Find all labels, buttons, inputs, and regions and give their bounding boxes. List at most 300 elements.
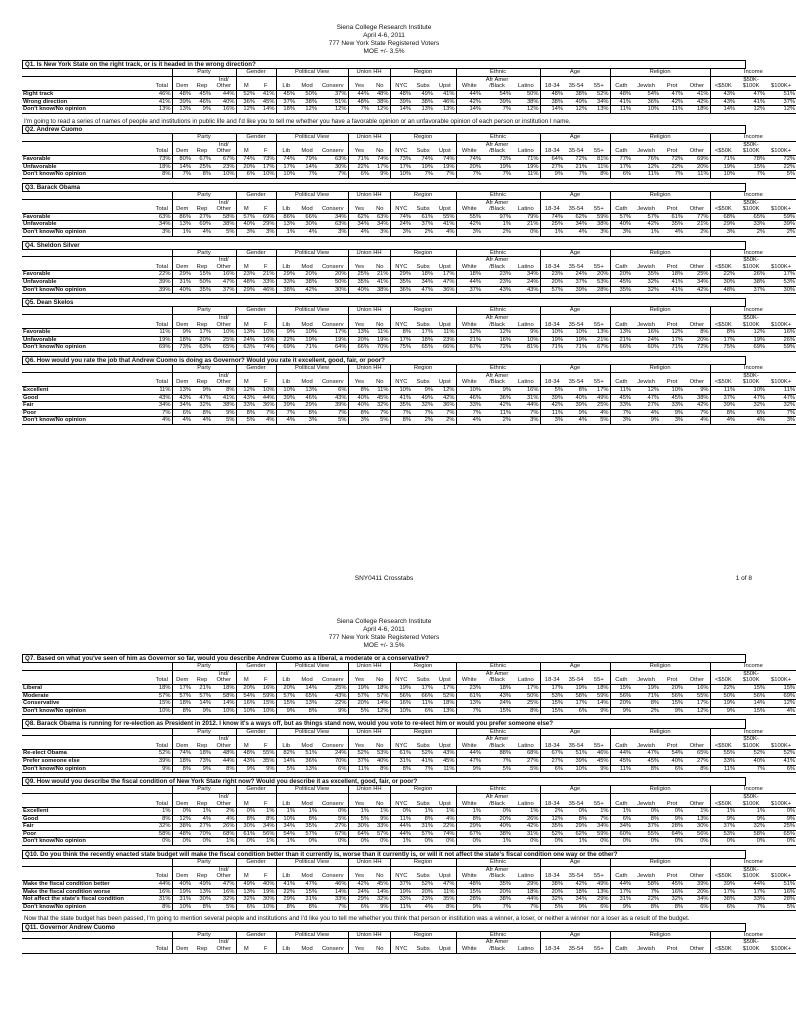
row-label: Fair bbox=[22, 823, 152, 831]
table-cell: 26% bbox=[736, 271, 766, 279]
column-subheader-top bbox=[370, 866, 390, 873]
column-group-header: Gender bbox=[236, 859, 276, 866]
column-subheader: Subs bbox=[412, 148, 434, 155]
column-subheader-top bbox=[684, 199, 710, 206]
column-group-header: Political View bbox=[276, 134, 348, 141]
table-cell: 9% bbox=[172, 329, 192, 337]
table-cell: 14% bbox=[172, 163, 192, 171]
table-cell: 38% bbox=[540, 98, 564, 106]
table-cell: 56% bbox=[684, 830, 710, 838]
column-group-header: Region bbox=[390, 729, 456, 736]
column-subheader: Cath bbox=[610, 946, 632, 953]
table-cell: 26% bbox=[512, 815, 540, 823]
table-cell: 7% bbox=[736, 765, 766, 773]
column-subheader-top bbox=[152, 257, 172, 264]
table-cell: 12% bbox=[660, 329, 684, 337]
table-cell: 8% bbox=[172, 765, 192, 773]
table-cell: 43% bbox=[482, 286, 512, 294]
table-cell: 52% bbox=[236, 90, 256, 98]
table-cell: 12% bbox=[296, 106, 318, 114]
column-subheader: White bbox=[456, 148, 482, 155]
column-subheader: Yes bbox=[348, 946, 370, 953]
subheader-top-row bbox=[22, 315, 796, 322]
column-subheader: Other bbox=[212, 264, 236, 271]
table-cell: 14% bbox=[276, 757, 296, 765]
table-cell: 0% bbox=[152, 838, 172, 846]
column-subheader-top bbox=[390, 76, 412, 83]
table-cell: 6% bbox=[236, 171, 256, 179]
column-subheader-top bbox=[710, 141, 736, 148]
table-cell: 23% bbox=[482, 271, 512, 279]
column-subheader-top bbox=[152, 141, 172, 148]
table-cell: 20% bbox=[540, 888, 564, 896]
column-group-header: Ethnic bbox=[456, 729, 540, 736]
survey-dates: April 4-6, 2011 bbox=[363, 32, 405, 39]
table-cell: 28% bbox=[660, 823, 684, 831]
table-row bbox=[22, 750, 796, 758]
column-subheader: 55+ bbox=[588, 264, 610, 271]
row-label: Good bbox=[22, 394, 152, 402]
table-cell: 32% bbox=[412, 402, 434, 410]
table-cell: 81% bbox=[512, 344, 540, 352]
table-cell: 17% bbox=[610, 888, 632, 896]
table-cell: 3% bbox=[370, 228, 390, 236]
column-group-header: Gender bbox=[236, 663, 276, 670]
table-cell: 1% bbox=[192, 808, 212, 816]
question-text: Q11. Governor Andrew Cuomo bbox=[22, 923, 746, 932]
table-cell: 18% bbox=[152, 684, 172, 692]
table-cell: 27% bbox=[632, 402, 660, 410]
table-cell: 39% bbox=[766, 221, 796, 229]
table-cell: 52% bbox=[152, 750, 172, 758]
table-cell: 40% bbox=[736, 757, 766, 765]
column-subheader: $100K+ bbox=[766, 946, 796, 953]
question-block bbox=[22, 654, 796, 715]
column-subheader: Conserv bbox=[318, 148, 348, 155]
question-block bbox=[22, 183, 796, 237]
column-subheader-top bbox=[172, 141, 192, 148]
table-cell: 15% bbox=[482, 707, 512, 715]
table-cell: 42% bbox=[434, 394, 456, 402]
table-cell: 22% bbox=[710, 684, 736, 692]
column-subheader: Other bbox=[684, 801, 710, 808]
table-cell: 31% bbox=[610, 896, 632, 904]
column-subheader-top bbox=[236, 199, 256, 206]
table-cell: 44% bbox=[736, 881, 766, 889]
table-cell: 44% bbox=[212, 90, 236, 98]
table-cell: 48% bbox=[172, 830, 192, 838]
table-cell: 20% bbox=[610, 271, 632, 279]
column-subheader-top bbox=[22, 76, 152, 83]
column-subheader: Other bbox=[684, 677, 710, 684]
table-cell: 5% bbox=[588, 417, 610, 425]
column-subheader-top bbox=[512, 141, 540, 148]
table-cell: 49% bbox=[236, 881, 256, 889]
subheader-top-row bbox=[22, 141, 796, 148]
table-cell: 0% bbox=[318, 838, 348, 846]
table-cell: 1% bbox=[172, 228, 192, 236]
group-header-row bbox=[22, 69, 796, 76]
table-cell: 56% bbox=[660, 692, 684, 700]
column-subheader-top bbox=[710, 793, 736, 800]
table-cell: 7% bbox=[412, 409, 434, 417]
table-cell: 38% bbox=[710, 896, 736, 904]
column-subheader-top bbox=[710, 866, 736, 873]
column-group-header: Gender bbox=[236, 192, 276, 199]
table-cell: 11% bbox=[660, 106, 684, 114]
column-subheader: Dem bbox=[172, 264, 192, 271]
column-group-header: Age bbox=[540, 932, 610, 939]
subheader-top-row bbox=[22, 939, 796, 946]
crosstab-table bbox=[22, 729, 796, 774]
table-cell: 23% bbox=[540, 271, 564, 279]
table-cell: 30% bbox=[348, 823, 370, 831]
column-subheader: Latino bbox=[512, 264, 540, 271]
column-subheader: Other bbox=[212, 743, 236, 750]
column-subheader: Conserv bbox=[318, 677, 348, 684]
column-group-header: Region bbox=[390, 192, 456, 199]
table-cell: 5% bbox=[276, 765, 296, 773]
table-cell: 21% bbox=[610, 336, 632, 344]
column-group-header: Income bbox=[710, 192, 796, 199]
row-label: Don't know/No opinion bbox=[22, 171, 152, 179]
table-cell: 34% bbox=[588, 98, 610, 106]
table-cell: 4% bbox=[348, 228, 370, 236]
table-cell: 54% bbox=[276, 830, 296, 838]
table-cell: 39% bbox=[684, 881, 710, 889]
table-cell: 34% bbox=[152, 221, 172, 229]
table-cell: 44% bbox=[456, 90, 482, 98]
column-subheader-top bbox=[610, 939, 632, 946]
table-cell: 45% bbox=[276, 90, 296, 98]
table-cell: 72% bbox=[684, 344, 710, 352]
table-cell: 63% bbox=[318, 221, 348, 229]
table-cell: 3% bbox=[540, 417, 564, 425]
column-subheader-top bbox=[236, 76, 256, 83]
column-subheader-top: $50K- bbox=[743, 793, 759, 800]
table-cell: 52% bbox=[412, 881, 434, 889]
table-row bbox=[22, 417, 796, 425]
column-subheader: 18-34 bbox=[540, 801, 564, 808]
column-group-header: Gender bbox=[236, 932, 276, 939]
column-subheader: 18-34 bbox=[540, 206, 564, 213]
column-subheader-top bbox=[276, 736, 296, 743]
column-subheader bbox=[22, 148, 152, 155]
table-cell: 8% bbox=[564, 387, 588, 395]
section-intro: I'm going to read a series of names of people and institutions in public life and I'd like you to tell me whether you have a favorable opinion or an unfavorable opinion of each person or institution I name. bbox=[24, 117, 571, 125]
table-cell: 24% bbox=[632, 336, 660, 344]
column-group-header bbox=[22, 729, 152, 736]
table-row bbox=[22, 106, 796, 114]
column-subheader-top: Afr Amer bbox=[485, 793, 509, 800]
column-group-header: Income bbox=[710, 859, 796, 866]
table-cell: 8% bbox=[296, 409, 318, 417]
table-cell: 40% bbox=[236, 221, 256, 229]
table-cell: 29% bbox=[512, 881, 540, 889]
table-cell: 16% bbox=[390, 700, 412, 708]
table-cell: 46% bbox=[434, 98, 456, 106]
column-subheader-top bbox=[564, 939, 588, 946]
table-cell: 18% bbox=[152, 163, 172, 171]
group-header-row bbox=[22, 307, 796, 314]
column-subheader: White bbox=[456, 743, 482, 750]
table-cell: 13% bbox=[236, 888, 256, 896]
table-cell: 8% bbox=[212, 387, 236, 395]
table-cell: 75% bbox=[710, 344, 736, 352]
table-cell: 57% bbox=[632, 213, 660, 221]
table-cell: 12% bbox=[236, 106, 256, 114]
column-subheader-top bbox=[588, 315, 610, 322]
table-cell: 11% bbox=[434, 329, 456, 337]
column-subheader: $100K bbox=[736, 83, 766, 90]
row-label: Excellent bbox=[22, 808, 152, 816]
table-cell: 57% bbox=[276, 692, 296, 700]
column-subheader-top bbox=[610, 866, 632, 873]
table-cell: 17% bbox=[412, 684, 434, 692]
table-cell: 47% bbox=[212, 279, 236, 287]
table-cell: 4% bbox=[152, 417, 172, 425]
table-cell: 17% bbox=[588, 387, 610, 395]
group-header-row bbox=[22, 663, 796, 670]
column-subheader: Other bbox=[212, 322, 236, 329]
table-cell: 10% bbox=[212, 171, 236, 179]
column-subheader bbox=[22, 206, 152, 213]
table-cell: 64% bbox=[318, 344, 348, 352]
table-cell: 10% bbox=[236, 707, 256, 715]
table-cell: 22% bbox=[276, 336, 296, 344]
table-cell: 0% bbox=[512, 838, 540, 846]
table-cell: 27% bbox=[540, 163, 564, 171]
table-cell: 31% bbox=[512, 830, 540, 838]
column-subheader-top bbox=[236, 939, 256, 946]
table-cell: 32% bbox=[766, 402, 796, 410]
table-cell: 12% bbox=[370, 707, 390, 715]
row-label: Unfavorable bbox=[22, 336, 152, 344]
table-cell: 22% bbox=[632, 896, 660, 904]
table-cell: 52% bbox=[588, 90, 610, 98]
column-group-header: Political View bbox=[276, 69, 348, 76]
table-cell: 30% bbox=[192, 896, 212, 904]
page-2-crosstabs bbox=[22, 654, 796, 958]
table-cell: 1% bbox=[390, 838, 412, 846]
table-cell: 1% bbox=[610, 808, 632, 816]
column-subheader-top bbox=[172, 372, 192, 379]
table-cell: 43% bbox=[236, 394, 256, 402]
column-subheader: Prot bbox=[660, 801, 684, 808]
table-row bbox=[22, 888, 796, 896]
table-cell: 11% bbox=[412, 700, 434, 708]
table-cell: 57% bbox=[370, 692, 390, 700]
table-cell: 16% bbox=[766, 888, 796, 896]
table-cell: 18% bbox=[172, 336, 192, 344]
table-cell: 34% bbox=[256, 823, 276, 831]
column-subheader-top bbox=[172, 315, 192, 322]
table-cell: 9% bbox=[456, 903, 482, 911]
column-subheader: <$50K bbox=[710, 83, 736, 90]
table-cell: 19% bbox=[434, 163, 456, 171]
column-subheader: 35-54 bbox=[564, 322, 588, 329]
column-subheader: $100K bbox=[736, 873, 766, 880]
table-cell: 10% bbox=[660, 387, 684, 395]
table-row bbox=[22, 830, 796, 838]
table-cell: 27% bbox=[192, 823, 212, 831]
table-cell: 72% bbox=[766, 155, 796, 163]
column-subheader: Other bbox=[212, 946, 236, 953]
table-cell: 6% bbox=[318, 387, 348, 395]
survey-dates: April 4-6, 2011 bbox=[363, 626, 405, 633]
column-group-header: Union HH bbox=[348, 307, 390, 314]
table-cell: 8% bbox=[710, 409, 736, 417]
table-cell: 39% bbox=[152, 757, 172, 765]
table-cell: 33% bbox=[276, 279, 296, 287]
column-subheader-top bbox=[588, 670, 610, 677]
column-subheader-top bbox=[766, 76, 796, 83]
column-group-header: Age bbox=[540, 859, 610, 866]
column-subheader-top bbox=[192, 257, 212, 264]
table-cell: 11% bbox=[152, 387, 172, 395]
column-subheader: Rep bbox=[192, 148, 212, 155]
column-subheader-top bbox=[348, 670, 370, 677]
table-cell: 39% bbox=[564, 757, 588, 765]
column-subheader: Upst bbox=[434, 946, 456, 953]
table-row bbox=[22, 684, 796, 692]
column-subheader-top bbox=[236, 866, 256, 873]
column-subheader-top bbox=[318, 372, 348, 379]
column-subheader: <$50K bbox=[710, 379, 736, 386]
row-label: Make the fiscal condition worse bbox=[22, 888, 152, 896]
column-group-header: Political View bbox=[276, 786, 348, 793]
table-cell: 15% bbox=[296, 888, 318, 896]
table-cell: 21% bbox=[192, 684, 212, 692]
column-subheader-top bbox=[276, 866, 296, 873]
table-cell: 35% bbox=[434, 896, 456, 904]
table-cell: 65% bbox=[212, 344, 236, 352]
column-subheader: $100K bbox=[736, 148, 766, 155]
table-cell: 59% bbox=[766, 344, 796, 352]
table-cell: 11% bbox=[766, 387, 796, 395]
table-cell: 50% bbox=[512, 90, 540, 98]
column-subheader-top bbox=[588, 257, 610, 264]
table-cell: 8% bbox=[390, 417, 412, 425]
table-row bbox=[22, 336, 796, 344]
table-cell: 4% bbox=[192, 228, 212, 236]
column-subheader: /Black bbox=[482, 801, 512, 808]
column-subheader: $100K bbox=[736, 677, 766, 684]
table-cell: 20% bbox=[192, 336, 212, 344]
table-cell: 44% bbox=[212, 757, 236, 765]
table-cell: 8% bbox=[434, 903, 456, 911]
table-cell: 66% bbox=[412, 692, 434, 700]
column-subheader-top bbox=[564, 199, 588, 206]
column-subheader: No bbox=[370, 873, 390, 880]
table-cell: 37% bbox=[412, 221, 434, 229]
table-cell: 44% bbox=[456, 750, 482, 758]
column-group-header: Union HH bbox=[348, 663, 390, 670]
table-cell: 1% bbox=[736, 808, 766, 816]
table-cell: 74% bbox=[390, 213, 412, 221]
table-cell: 12% bbox=[684, 707, 710, 715]
column-subheader: Other bbox=[212, 206, 236, 213]
table-cell: 9% bbox=[236, 765, 256, 773]
table-cell: 32% bbox=[192, 402, 212, 410]
column-subheader-top bbox=[390, 670, 412, 677]
column-subheader-top bbox=[22, 670, 152, 677]
column-subheader-top bbox=[456, 257, 482, 264]
column-group-header bbox=[152, 134, 172, 141]
column-subheader-top bbox=[22, 736, 152, 743]
column-subheader: Latino bbox=[512, 83, 540, 90]
column-group-header: Income bbox=[710, 250, 796, 257]
column-subheader: Latino bbox=[512, 206, 540, 213]
column-group-header: Gender bbox=[236, 307, 276, 314]
column-subheader-top bbox=[434, 372, 456, 379]
table-cell: 67% bbox=[588, 344, 610, 352]
table-cell: 20% bbox=[684, 336, 710, 344]
column-subheader: Prot bbox=[660, 379, 684, 386]
column-group-header bbox=[152, 729, 172, 736]
table-row bbox=[22, 98, 796, 106]
table-cell: 25% bbox=[540, 221, 564, 229]
table-cell: 58% bbox=[564, 692, 588, 700]
table-cell: 52% bbox=[736, 750, 766, 758]
table-cell: 3% bbox=[512, 417, 540, 425]
table-cell: 58% bbox=[212, 213, 236, 221]
table-cell: 1% bbox=[370, 808, 390, 816]
column-subheader: Latino bbox=[512, 379, 540, 386]
column-subheader-top: Afr Amer bbox=[485, 939, 509, 946]
table-cell: 5% bbox=[348, 707, 370, 715]
table-cell: 45% bbox=[660, 881, 684, 889]
table-cell: 7% bbox=[434, 171, 456, 179]
table-cell: 36% bbox=[632, 98, 660, 106]
table-cell: 11% bbox=[390, 903, 412, 911]
table-cell: 15% bbox=[540, 700, 564, 708]
column-subheader: F bbox=[256, 83, 276, 90]
table-cell: 31% bbox=[172, 279, 192, 287]
table-cell: 8% bbox=[172, 707, 192, 715]
column-group-header: Party bbox=[172, 729, 236, 736]
table-cell: 35% bbox=[610, 286, 632, 294]
table-cell: 41% bbox=[152, 98, 172, 106]
column-subheader-top: $50K- bbox=[743, 866, 759, 873]
column-subheader: M bbox=[236, 206, 256, 213]
table-cell: 65% bbox=[296, 692, 318, 700]
column-subheader: <$50K bbox=[710, 264, 736, 271]
table-cell: 4% bbox=[434, 815, 456, 823]
column-subheader-top bbox=[456, 315, 482, 322]
table-cell: 5% bbox=[318, 815, 348, 823]
subheader-top-row bbox=[22, 372, 796, 379]
table-cell: 18% bbox=[412, 271, 434, 279]
table-cell: 10% bbox=[296, 329, 318, 337]
table-cell: 8% bbox=[236, 815, 256, 823]
column-subheader: 55+ bbox=[588, 677, 610, 684]
table-cell: 10% bbox=[512, 336, 540, 344]
column-group-header bbox=[152, 250, 172, 257]
column-subheader-top bbox=[766, 736, 796, 743]
column-subheader: 35-54 bbox=[564, 801, 588, 808]
table-row bbox=[22, 163, 796, 171]
table-cell: 41% bbox=[434, 221, 456, 229]
column-subheader: Subs bbox=[412, 743, 434, 750]
table-cell: 8% bbox=[256, 815, 276, 823]
table-cell: 41% bbox=[370, 279, 390, 287]
column-subheader-top bbox=[766, 866, 796, 873]
group-header-row bbox=[22, 859, 796, 866]
table-cell: 9% bbox=[710, 815, 736, 823]
table-cell: 13% bbox=[296, 700, 318, 708]
table-cell: 1% bbox=[276, 228, 296, 236]
